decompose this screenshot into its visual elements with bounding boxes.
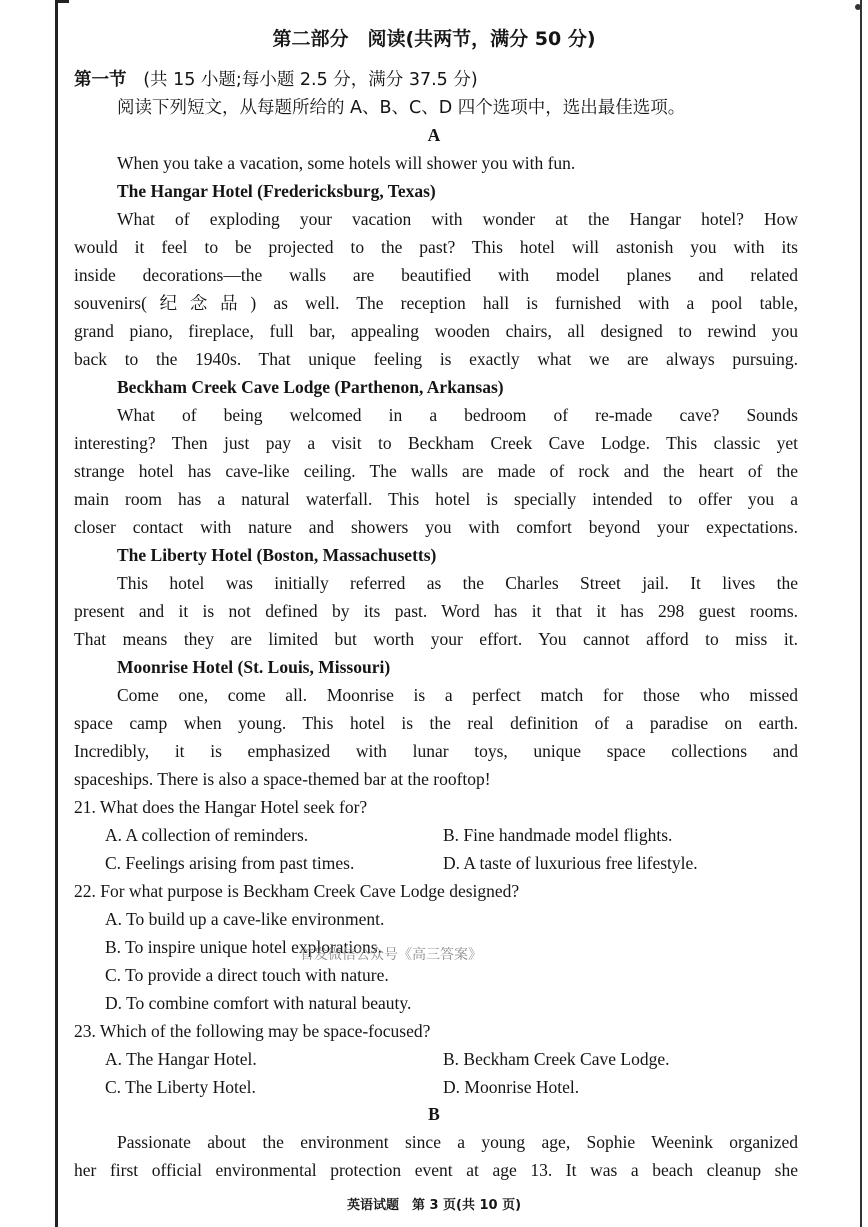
question-22-option-d: D. To combine comfort with natural beauty. (105, 993, 412, 1013)
hotel-1-line: What of exploding your vacation with wonder at the Hangar hotel? How (117, 209, 798, 229)
page-left-border-top (55, 0, 69, 3)
question-21-option-a: A. A collection of reminders. (105, 825, 309, 845)
hotel-4-line: spaceships. There is also a space-themed bar at the rooftop! (74, 769, 491, 789)
hotel-2-line: closer contact with nature and showers you with comfort beyond your expectations. (74, 517, 798, 537)
section-info: (共 15 小题;每小题 2.5 分，满分 37.5 分) (143, 70, 478, 90)
question-23-stem: 23. Which of the following may be space-focused? (74, 1021, 431, 1041)
hotel-3-name: The Liberty Hotel (Boston, Massachusetts) (117, 545, 437, 565)
question-23-option-d: D. Moonrise Hotel. (443, 1077, 580, 1097)
page-right-border (860, 0, 862, 1227)
hotel-1-line: souvenirs(纪念品) as well. The reception hall is furnished with a pool table, (74, 293, 798, 313)
hotel-4-line: Incredibly, it is emphasized with lunar toys, unique space collections and (74, 741, 798, 761)
hotel-3-line: present and it is not defined by its past. Word has it that it has 298 guest rooms. (74, 601, 798, 621)
hotel-4-line: space camp when young. This hotel is the real definition of a paradise on earth. (74, 713, 798, 733)
question-21-option-d: D. A taste of luxurious free lifestyle. (443, 853, 698, 873)
corner-dot (855, 4, 861, 10)
hotel-3-line: That means they are limited but worth your effort. You cannot afford to miss it. (74, 629, 798, 649)
passage-b-letter: B (428, 1104, 440, 1124)
question-22-option-a: A. To build up a cave-like environment. (105, 909, 385, 929)
hotel-2-name: Beckham Creek Cave Lodge (Parthenon, Arkansas) (117, 377, 504, 397)
section-label: 第一节 (74, 70, 127, 90)
hotel-1-name: The Hangar Hotel (Fredericksburg, Texas) (117, 181, 436, 201)
hotel-2-line: main room has a natural waterfall. This hotel is specially intended to offer you a (74, 489, 798, 509)
passage-b-line: her first official environmental protection event at age 13. It was a beach cleanup she (74, 1160, 798, 1180)
question-22-option-b: B. To inspire unique hotel explorations. (105, 937, 382, 957)
question-21-stem: 21. What does the Hangar Hotel seek for? (74, 797, 368, 817)
hotel-4-name: Moonrise Hotel (St. Louis, Missouri) (117, 657, 391, 677)
hotel-1-line: inside decorations—the walls are beautified with model planes and related (74, 265, 798, 285)
passage-a-letter: A (427, 125, 441, 145)
question-22-stem: 22. For what purpose is Beckham Creek Cave Lodge designed? (74, 881, 520, 901)
question-21-option-b: B. Fine handmade model flights. (443, 825, 673, 845)
question-22-option-c: C. To provide a direct touch with nature. (105, 965, 389, 985)
hotel-1-line: grand piano, fireplace, full bar, appealing wooden chairs, all designed to rewind you (74, 321, 798, 341)
hotel-3-line: This hotel was initially referred as the Charles Street jail. It lives the (117, 573, 798, 593)
hotel-2-line: interesting? Then just pay a visit to Beckham Creek Cave Lodge. This classic yet (74, 433, 798, 453)
passage-a-intro: When you take a vacation, some hotels will shower you with fun. (117, 153, 576, 173)
hotel-4-line: Come one, come all. Moonrise is a perfect match for those who missed (117, 685, 798, 705)
hotel-2-line: strange hotel has cave-like ceiling. The walls are made of rock and the heart of the (74, 461, 798, 481)
question-21-option-c: C. Feelings arising from past times. (105, 853, 355, 873)
page-footer: 英语试题 第 3 页(共 10 页) (346, 1198, 522, 1213)
question-23-option-c: C. The Liberty Hotel. (105, 1077, 256, 1097)
watermark: 首发微信公众号《高三答案》 (300, 947, 482, 963)
hotel-1-line: back to the 1940s. That unique feeling is exactly what we are always pursuing. (74, 349, 798, 369)
hotel-2-line: What of being welcomed in a bedroom of re-made cave? Sounds (117, 405, 798, 425)
section-instruction: 阅读下列短文，从每题所给的 A、B、C、D 四个选项中，选出最佳选项。 (117, 98, 686, 118)
passage-b-line: Passionate about the environment since a young age, Sophie Weenink organized (117, 1132, 798, 1152)
question-23-option-a: A. The Hangar Hotel. (105, 1049, 257, 1069)
page-left-border (55, 0, 58, 1227)
page-title: 第二部分 阅读(共两节，满分 50 分) (272, 28, 596, 50)
section-heading (74, 66, 798, 94)
hotel-1-line: would it feel to be projected to the past? This hotel will astonish you with its (74, 237, 798, 257)
question-23-option-b: B. Beckham Creek Cave Lodge. (443, 1049, 670, 1069)
